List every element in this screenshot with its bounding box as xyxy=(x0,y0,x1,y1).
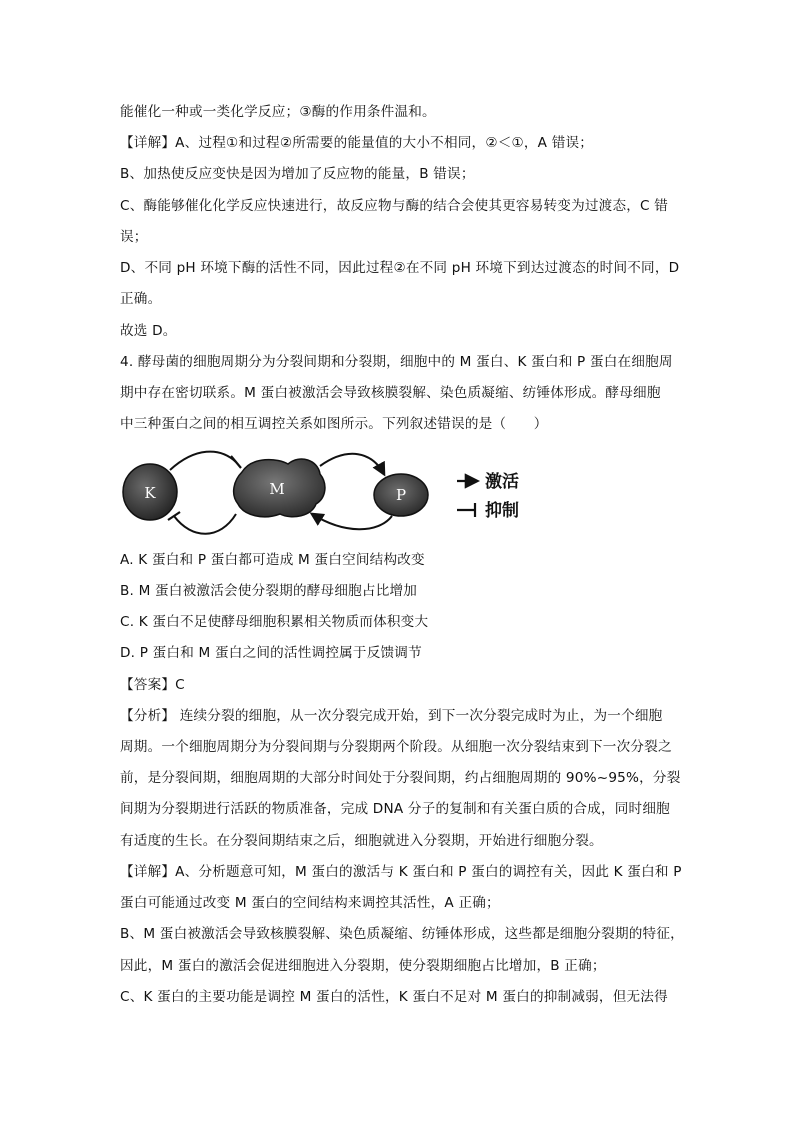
analysis-line: 前，是分裂间期，细胞周期的大部分时间处于分裂间期，约占细胞周期的 90%~95%，分裂 xyxy=(120,770,681,786)
legend xyxy=(457,471,519,521)
detail-line: 【详解】A、分析题意可知，M 蛋白的激活与 K 蛋白和 P 蛋白的调控有关，因此 K 蛋白和 P xyxy=(120,864,682,880)
analysis-line: 【分析】 连续分裂的细胞，从一次分裂完成开始，到下一次分裂完成时为止，为一个细胞 xyxy=(120,708,663,724)
m-activates-p-arrow xyxy=(320,454,384,474)
m-label: M xyxy=(269,480,285,498)
text-line: 【详解】A、过程①和过程②所需要的能量值的大小不相同，②＜①，A 错误； xyxy=(120,135,594,151)
option-b: B. M 蛋白被激活会使分裂期的酵母细胞占比增加 xyxy=(120,583,418,599)
detail-line: C、K 蛋白的主要功能是调控 M 蛋白的活性，K 蛋白不足对 M 蛋白的抑制减弱，但无法得 xyxy=(120,989,668,1005)
option-a: A. K 蛋白和 P 蛋白都可造成 M 蛋白空间结构改变 xyxy=(120,552,425,568)
text-line: D、不同 pH 环境下酶的活性不同，因此过程②在不同 pH 环境下到达过渡态的时间不同，D xyxy=(120,260,680,276)
question-4-stem: 4. 酵母菌的细胞周期分为分裂间期和分裂期，细胞中的 M 蛋白、K 蛋白和 P 蛋白在细胞周 xyxy=(120,354,673,370)
legend-activate-label: 激活 xyxy=(485,472,519,492)
detail-line: 因此，M 蛋白的激活会促进细胞进入分裂期，使分裂期细胞占比增加，B 正确； xyxy=(120,958,606,974)
detail-line: 蛋白可能通过改变 M 蛋白的空间结构来调控其活性，A 正确； xyxy=(120,895,500,911)
protein-regulation-diagram xyxy=(120,450,540,550)
text-line: 期中存在密切联系。M 蛋白被激活会导致核膜裂解、染色质凝缩、纺锤体形成。酵母细胞 xyxy=(120,385,661,401)
analysis-line: 周期。一个细胞周期分为分裂间期与分裂期两个阶段。从细胞一次分裂结束到下一次分裂之 xyxy=(120,739,672,755)
k-inhibits-m-arrow xyxy=(170,452,236,470)
legend-inhibit-label: 抑制 xyxy=(485,501,519,521)
option-d: D. P 蛋白和 M 蛋白之间的活性调控属于反馈调节 xyxy=(120,645,422,661)
text-line: 误； xyxy=(120,229,148,245)
m-protein xyxy=(234,459,325,517)
k-label: K xyxy=(144,484,156,502)
text-line: C、酶能够催化化学反应快速进行，故反应物与酶的结合会使其更容易转变为过渡态，C 错 xyxy=(120,198,669,214)
text-line: 中三种蛋白之间的相互调控关系如图所示。下列叙述错误的是（ ） xyxy=(120,416,548,432)
analysis-line: 间期为分裂期进行活跃的物质准备，完成 DNA 分子的复制和有关蛋白质的合成，同时细胞 xyxy=(120,801,670,817)
text-line: 能催化一种或一类化学反应；③酶的作用条件温和。 xyxy=(120,104,436,120)
answer: 【答案】C xyxy=(120,677,185,693)
p-protein xyxy=(374,474,428,516)
text-line: 故选 D。 xyxy=(120,323,177,339)
k-protein xyxy=(123,464,177,520)
p-activates-m-arrow xyxy=(312,514,392,529)
analysis-line: 有适度的生长。在分裂间期结束之后，细胞就进入分裂期，开始进行细胞分裂。 xyxy=(120,833,603,849)
p-label: P xyxy=(395,486,407,504)
option-c: C. K 蛋白不足使酵母细胞积累相关物质而体积变大 xyxy=(120,614,429,630)
text-line: B、加热使反应变快是因为增加了反应物的能量，B 错误； xyxy=(120,166,475,182)
text-line: 正确。 xyxy=(120,291,162,307)
m-inhibits-k-arrow xyxy=(174,514,236,534)
detail-line: B、M 蛋白被激活会导致核膜裂解、染色质凝缩、纺锤体形成，这些都是细胞分裂期的特征， xyxy=(120,926,684,942)
